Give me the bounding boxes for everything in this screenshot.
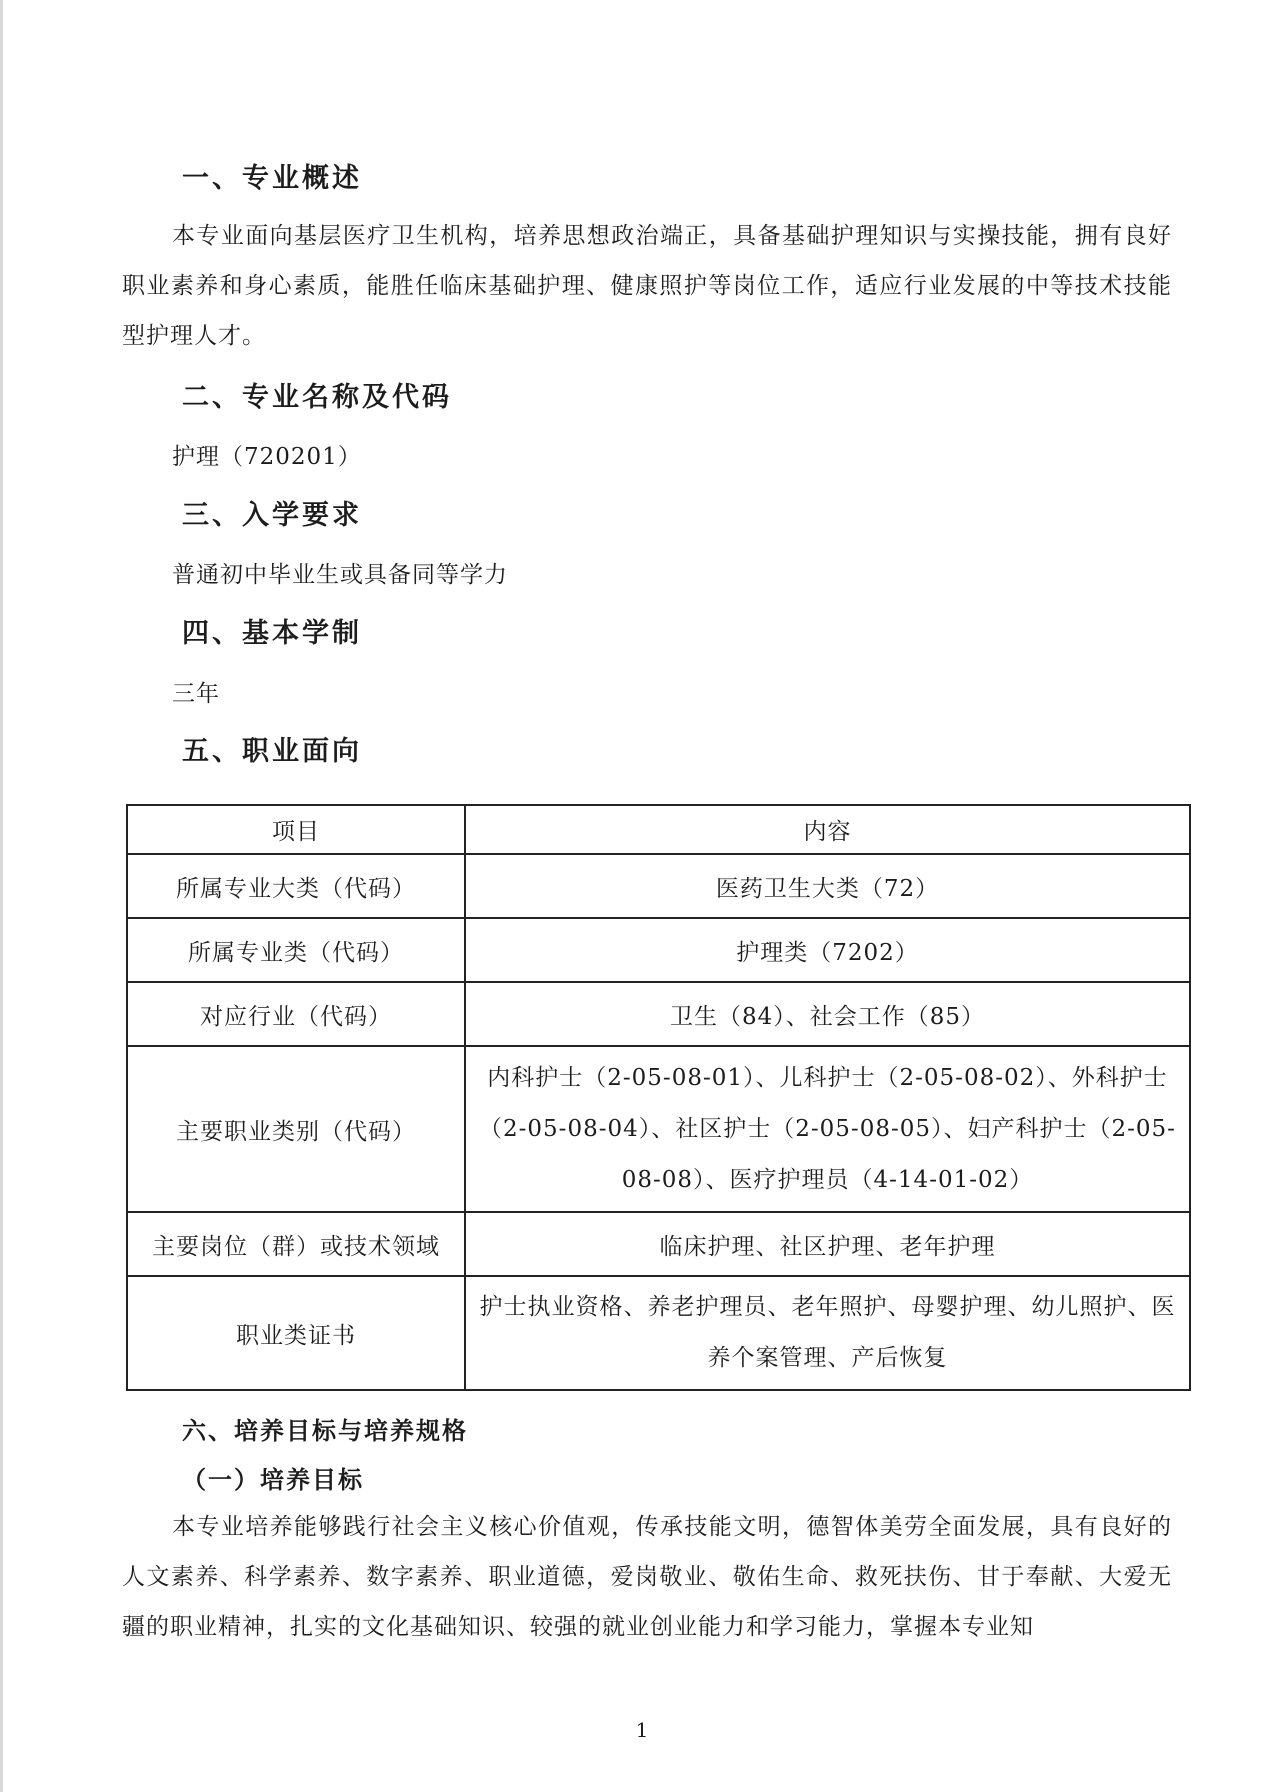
- section-5-title: 五、职业面向: [182, 736, 362, 767]
- header-content: 内容: [465, 805, 1190, 854]
- table-row: [127, 982, 1190, 1046]
- section-3-title: 三、入学要求: [182, 500, 362, 531]
- page-number: 1: [635, 1718, 649, 1742]
- row-content: 护士执业资格、养老护理员、老年照护、母婴护理、幼儿照护、医养个案管理、产后恢复: [465, 1276, 1190, 1390]
- row-content: 护理类（7202）: [465, 918, 1190, 982]
- section-4-value: 三年: [172, 681, 220, 707]
- section-1-title: 一、专业概述: [182, 163, 362, 194]
- section-4-title: 四、基本学制: [182, 618, 362, 649]
- table-row: [127, 1276, 1190, 1390]
- section-2-value: 护理（720201）: [172, 444, 362, 470]
- section-2-title: 二、专业名称及代码: [182, 382, 452, 413]
- row-item: 对应行业（代码）: [127, 982, 465, 1046]
- header-item: 项目: [127, 805, 465, 854]
- row-item: 所属专业大类（代码）: [127, 854, 465, 918]
- row-content: 医药卫生大类（72）: [465, 854, 1190, 918]
- occupation-table: [126, 804, 1191, 1391]
- section-6-title: 六、培养目标与培养规格: [182, 1417, 468, 1445]
- row-item: 职业类证书: [127, 1276, 465, 1390]
- table-header-row: [127, 805, 1190, 854]
- section-6-subtitle: （一）培养目标: [182, 1466, 364, 1494]
- row-item: 主要岗位（群）或技术领域: [127, 1212, 465, 1276]
- table-row: [127, 1046, 1190, 1212]
- row-content: 内科护士（2-05-08-01）、儿科护士（2-05-08-02）、外科护士（2-05-08-04）、社区护士（2-05-08-05）、妇产科护士（2-05-08-08）、医疗护理员（4-14-01-02）: [465, 1046, 1190, 1212]
- section-6-body: 本专业培养能够践行社会主义核心价值观，传承技能文明，德智体美劳全面发展，具有良好的人文素养、科学素养、数字素养、职业道德，爱岗敬业、敬佑生命、救死扶伤、甘于奉献、大爱无疆的职业精神，扎实的文化基础知识、较强的就业创业能力和学习能力，掌握本专业知: [122, 1514, 1172, 1640]
- row-item: 所属专业类（代码）: [127, 918, 465, 982]
- row-item: 主要职业类别（代码）: [127, 1046, 465, 1212]
- row-content: 卫生（84）、社会工作（85）: [465, 982, 1190, 1046]
- page-edge: [0, 0, 3, 1792]
- section-1-body: 本专业面向基层医疗卫生机构，培养思想政治端正，具备基础护理知识与实操技能，拥有良好职业素养和身心素质，能胜任临床基础护理、健康照护等岗位工作，适应行业发展的中等技术技能型护理人才。: [122, 223, 1172, 349]
- table-row: [127, 1212, 1190, 1276]
- table-row: [127, 918, 1190, 982]
- table-row: [127, 854, 1190, 918]
- section-3-value: 普通初中毕业生或具备同等学力: [172, 562, 508, 588]
- row-content: 临床护理、社区护理、老年护理: [465, 1212, 1190, 1276]
